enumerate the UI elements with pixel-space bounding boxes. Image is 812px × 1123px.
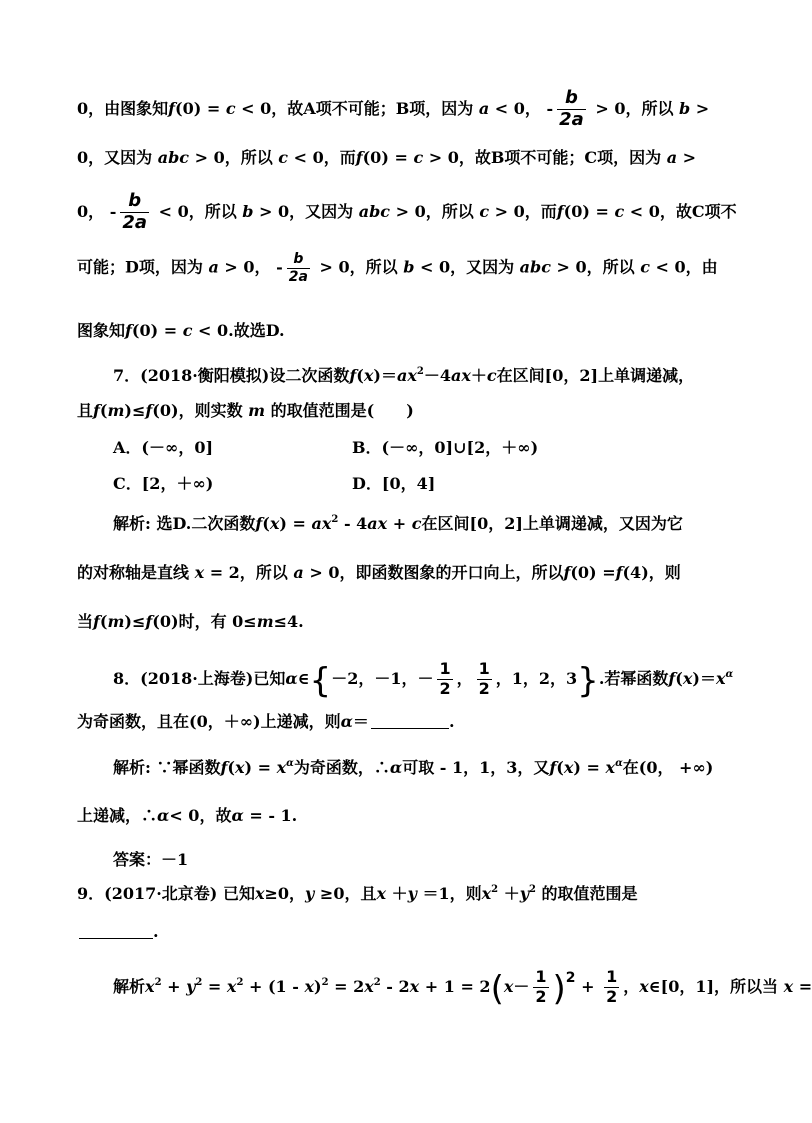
answer-blank bbox=[371, 714, 449, 729]
solution7-line-1: 解析: 选D.二次函数$f(x) = ax^2 - 4ax + c$在区间[0，2]上单调递减，又因为它 bbox=[113, 514, 683, 533]
question8-stem-line-2: 为奇函数，且在(0，＋∞)上递减，则α＝ . bbox=[77, 712, 455, 731]
fraction-one-half: $\frac{1}{2}$ bbox=[439, 659, 451, 698]
fraction-one-half: $\frac{1}{2}$ bbox=[535, 967, 547, 1006]
fraction-b-over-2a: $\frac{b}{2a}$ bbox=[288, 251, 308, 285]
solution6-line-1: 0，由图象知f(0) = c < 0，故A项不可能；B项，因为 a < 0， - $\frac{b}{2a}$ > 0，所以 b > bbox=[77, 87, 710, 130]
solution6-line-5: 图象知f(0) = c < 0.故选D. bbox=[77, 321, 285, 340]
question8-stem: 8．(2018·上海卷)已知α∈{－2，－1，－ $\frac{1}{2}$ ， $\frac{1}{2}$ ，1，2，3}.若幂函数$f(x)=x^\alpha$ bbox=[113, 659, 734, 701]
solution9-line-1: 解析$x^2 + y^2 = x^2 + (1 - x)^2 = 2x^2 - 2x + 1 = 2(x-$ $\frac{1}{2}$ )$^2$ + $\frac{1}{2}$ ，x∈[0，1]，所以当 x = bbox=[113, 967, 812, 1009]
left-paren: ( bbox=[490, 968, 504, 1009]
question9-stem: 9．(2017·北京卷) 已知x≥0，y ≥0，且x ＋y ＝1，则$x^2 +y^2$ 的取值范围是 bbox=[77, 884, 638, 903]
fraction-one-half: $\frac{1}{2}$ bbox=[478, 659, 490, 698]
solution8-line-2: 上递减，∴α< 0，故α = - 1. bbox=[77, 806, 298, 825]
question7-stem-line-2: 且f(m)≤f(0)，则实数 m 的取值范围是( ) bbox=[77, 401, 414, 420]
right-paren: ) bbox=[552, 968, 566, 1009]
solution6-line-4: 可能；D项，因为 a > 0， - $\frac{b}{2a}$ > 0，所以 b < 0，又因为 abc > 0，所以 c < 0，由 bbox=[77, 251, 718, 285]
option-b: B．(－∞，0]∪[2，＋∞) bbox=[352, 438, 539, 457]
solution8-line-1: 解析: ∵幂函数$f(x) = x^\alpha$为奇函数，∴α可取 - 1，1，3，又$f(x) = x^\alpha$在(0， +∞) bbox=[113, 758, 714, 777]
option-c: C．[2，＋∞) bbox=[113, 474, 214, 493]
answer-blank bbox=[79, 924, 153, 939]
fraction-b-over-2a: $\frac{b}{2a}$ bbox=[122, 190, 148, 233]
question7-stem: 7．(2018·衡阳模拟)设二次函数$f(x)=ax^2-4ax+c$在区间[0，2]上单调递减， bbox=[113, 366, 695, 385]
left-brace: { bbox=[309, 660, 332, 701]
solution6-line-2: 0，又因为 abc > 0，所以 c < 0，而f(0) = c > 0，故B项不可能；C项，因为 a > bbox=[77, 148, 697, 167]
right-brace: } bbox=[577, 660, 599, 701]
solution7-line-3: 当f(m)≤f(0)时，有 0≤m≤4. bbox=[77, 612, 304, 631]
fraction-b-over-2a: $\frac{b}{2a}$ bbox=[559, 87, 584, 130]
option-d: D．[0，4] bbox=[352, 474, 436, 493]
solution6-line-3: 0， - $\frac{b}{2a}$ < 0，所以 b > 0，又因为 abc > 0，所以 c > 0，而f(0) = c < 0，故C项不 bbox=[77, 190, 737, 233]
fraction-one-half: $\frac{1}{2}$ bbox=[606, 967, 618, 1006]
question9-stem-line-2: . bbox=[77, 924, 159, 940]
answer-8: 答案：－1 bbox=[113, 850, 189, 869]
option-a: A．(－∞，0] bbox=[113, 438, 214, 457]
solution7-line-2: 的对称轴是直线 x = 2，所以 a > 0，即函数图象的开口向上，所以f(0) =f(4)，则 bbox=[77, 563, 681, 582]
